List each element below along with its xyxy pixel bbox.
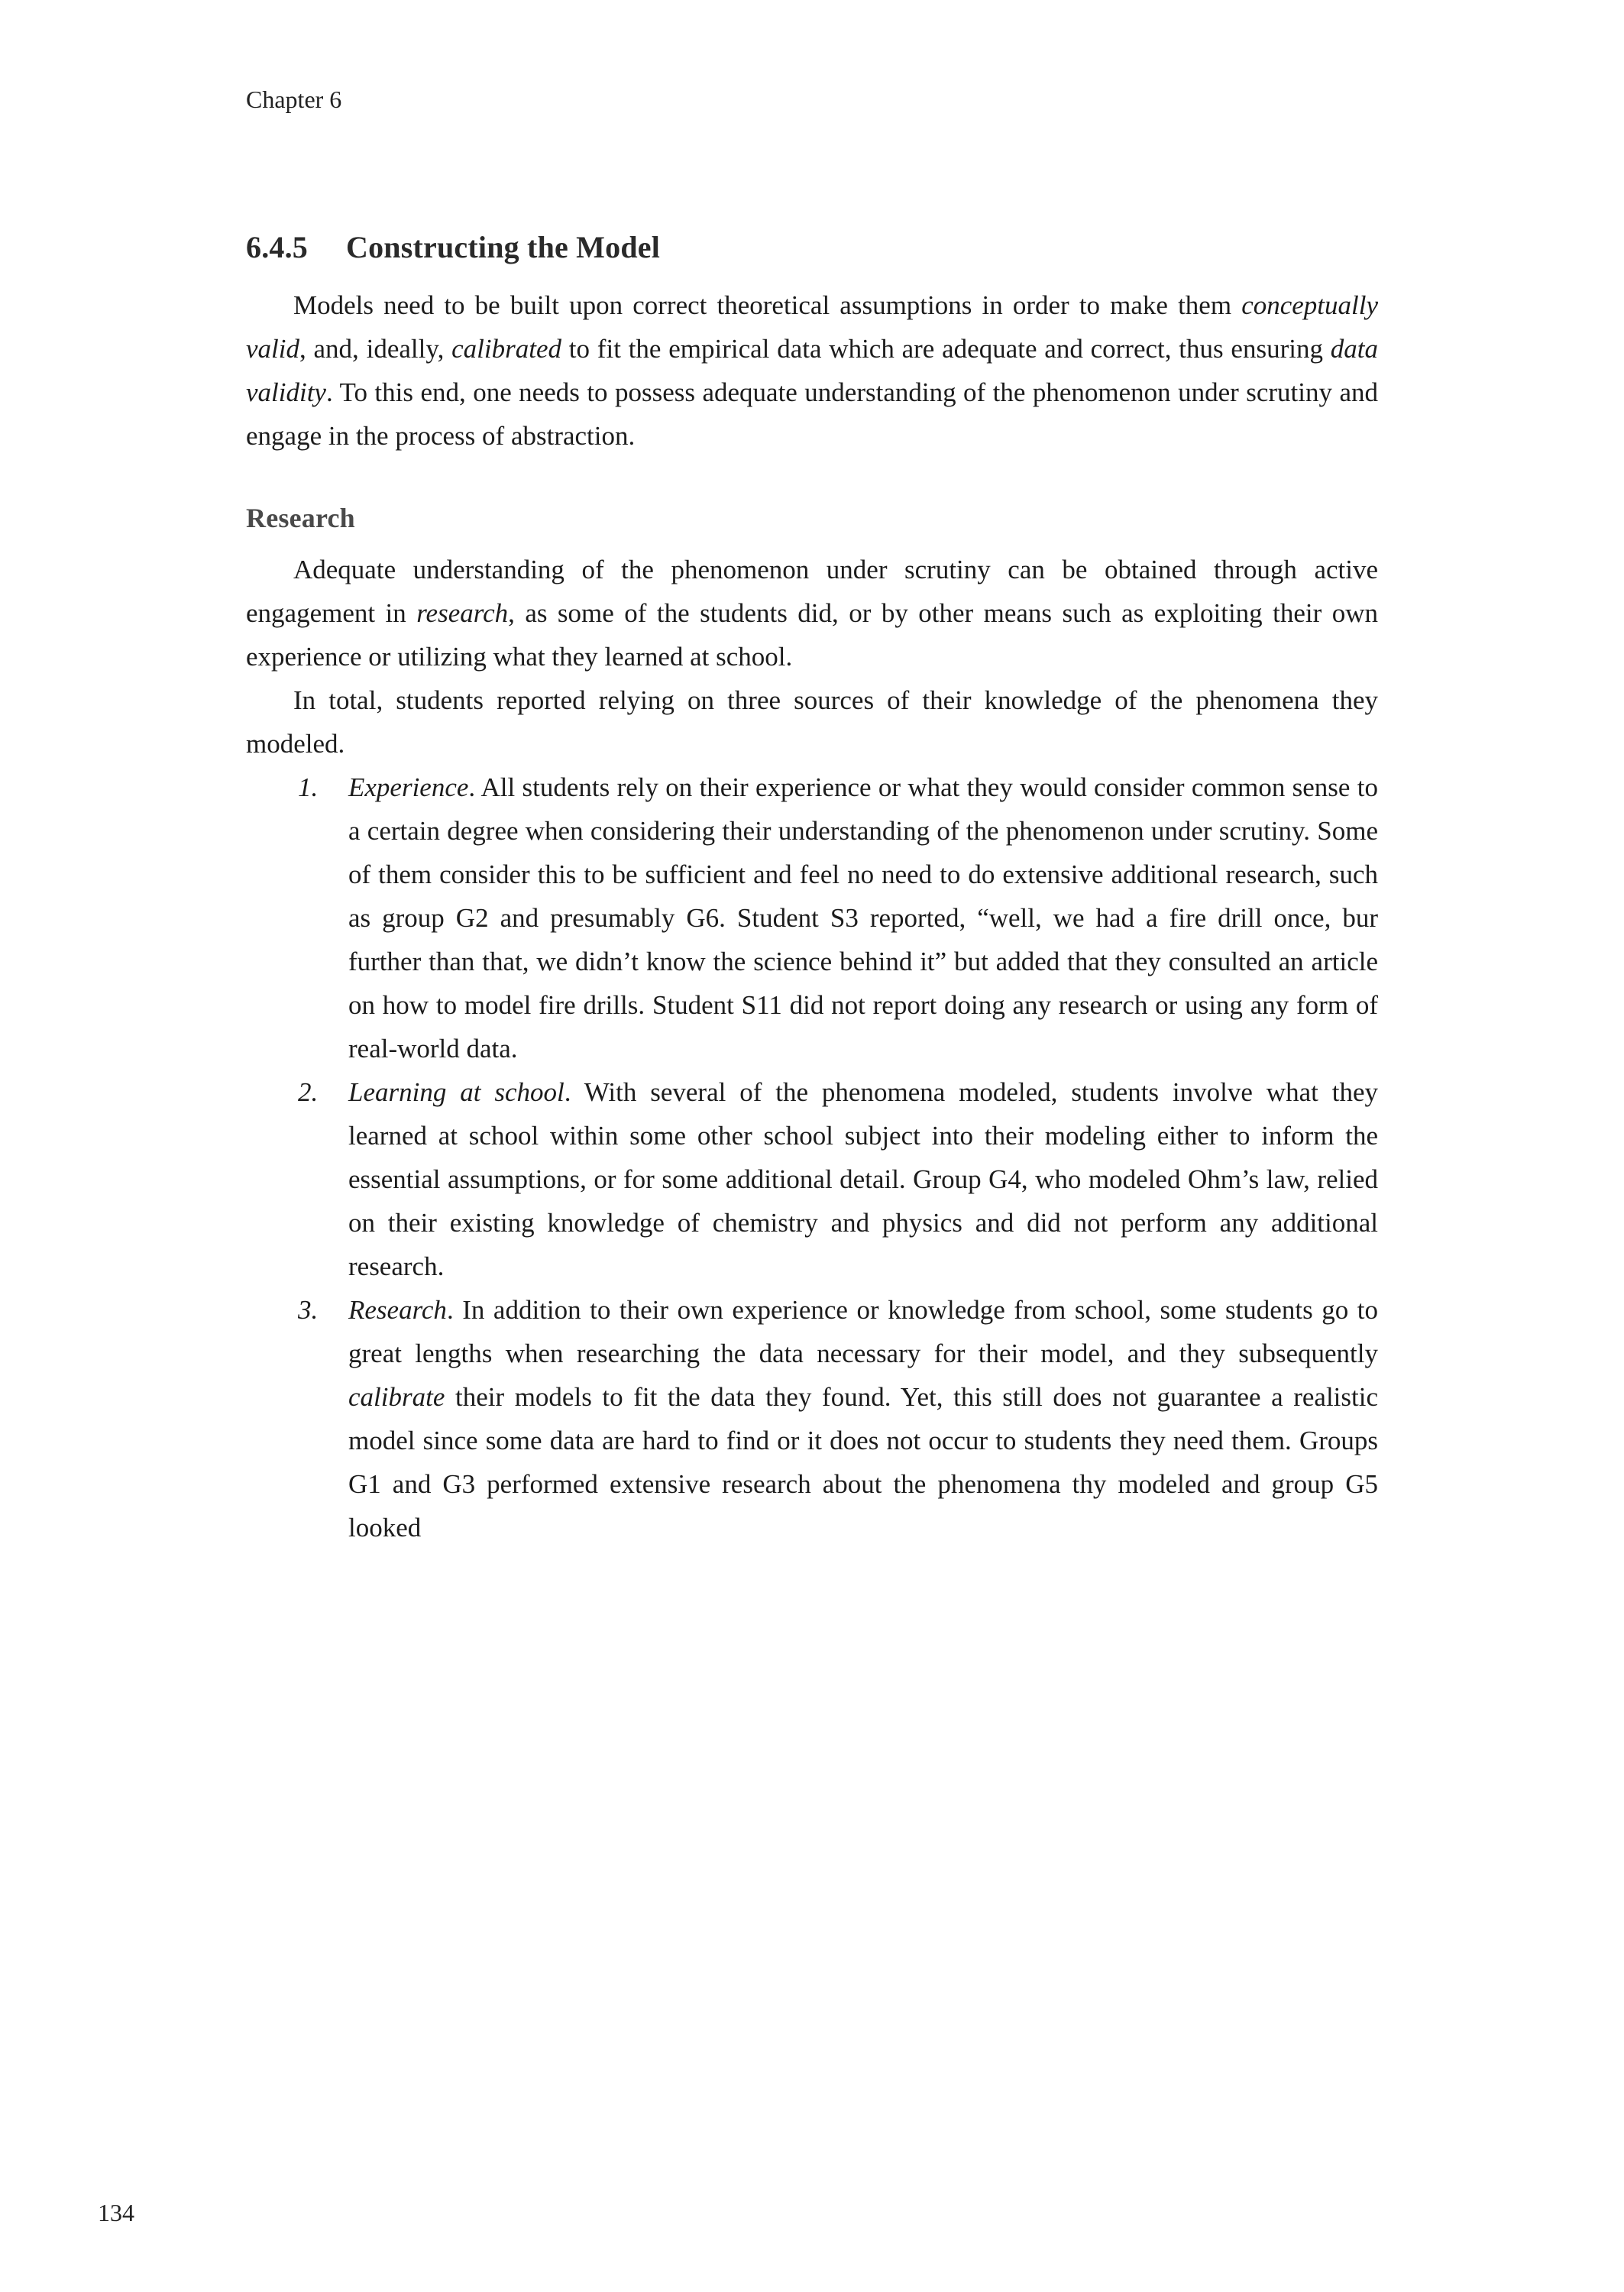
text-segment: . To this end, one needs to possess adequate understanding of the phenomenon under scrutiny and engage in the process of abstraction. bbox=[246, 377, 1378, 451]
subsection-heading-research: Research bbox=[246, 503, 355, 533]
intro-paragraph bbox=[246, 283, 1378, 458]
running-header: Chapter 6 bbox=[246, 86, 342, 113]
text-segment: their models to fit the data they found. Yet, this still does not guarantee a realistic model since some data are hard to find or it does not occur to students they need them. Groups G1 and G3 performed extensive research about the phenomena thy modeled and group G5 looked bbox=[348, 1382, 1378, 1543]
italic-text-segment: conceptually valid bbox=[246, 290, 1378, 364]
list-item-number: 3. bbox=[298, 1295, 319, 1325]
list-item-body bbox=[348, 766, 1378, 1070]
text-segment: . All students rely on their experience or what they would consider common sense to a certain degree when considering their understanding of the phenomenon under scrutiny. Some of them consider this to be sufficient and feel no need to do extensive additional research, such as group G2 and presumably G6. Student S3 reported, “well, we had a fire drill once, bur further than that, we didn’t know the science behind it” but added that they consulted an article on how to model fire drills. Student S11 did not report doing any research or using any form of real-world data. bbox=[348, 772, 1378, 1063]
list-item-number: 2. bbox=[298, 1077, 319, 1107]
italic-text-segment: research bbox=[416, 598, 509, 628]
section-number: 6.4.5 bbox=[246, 230, 308, 264]
list-item-body bbox=[348, 1288, 1378, 1549]
text-segment: . With several of the phenomena modeled, students involve what they learned at school within some other school subject into their modeling either to inform the essential assumptions, or for some additional detail. Group G4, who modeled Ohm’s law, relied on their existing knowledge of chemistry and physics and did not perform any additional research. bbox=[348, 1077, 1378, 1281]
paragraph-research-sources bbox=[246, 548, 1378, 678]
text-segment: Adequate understanding of the phenomenon under scrutiny can be obtained through active engagement in bbox=[246, 555, 1378, 628]
text-segment: to fit the empirical data which are adequate and correct, thus ensuring bbox=[561, 334, 1331, 364]
list-item-number: 1. bbox=[298, 772, 319, 802]
list-item-learning-at-school bbox=[298, 1070, 1378, 1288]
italic-text-segment: Research bbox=[348, 1295, 447, 1325]
section-title: Constructing the Model bbox=[346, 230, 661, 264]
list-item-body bbox=[348, 1070, 1378, 1288]
italic-text-segment: Learning at school bbox=[348, 1077, 565, 1107]
list-item-research bbox=[298, 1288, 1378, 1549]
italic-text-segment: data validity bbox=[246, 334, 1378, 407]
knowledge-sources-list bbox=[246, 766, 1378, 1549]
italic-text-segment: calibrated bbox=[451, 334, 561, 364]
text-segment: , as some of the students did, or by other means such as exploiting their own experience or utilizing what they learned at school. bbox=[246, 598, 1378, 672]
italic-text-segment: Experience bbox=[348, 772, 469, 802]
text-segment: , and, ideally, bbox=[299, 334, 452, 364]
text-segment: Models need to be built upon correct theoretical assumptions in order to make them bbox=[293, 290, 1242, 320]
list-item-experience bbox=[298, 766, 1378, 1070]
paragraph-three-sources bbox=[246, 678, 1378, 766]
text-segment: In total, students reported relying on three sources of their knowledge of the phenomena they modeled. bbox=[246, 685, 1378, 759]
text-segment: . In addition to their own experience or knowledge from school, some students go to great lengths when researching the data necessary for their model, and they subsequently bbox=[348, 1295, 1378, 1368]
page-number: 134 bbox=[98, 2199, 134, 2226]
page-content bbox=[246, 229, 1378, 1549]
section-heading bbox=[246, 229, 1378, 265]
italic-text-segment: calibrate bbox=[348, 1382, 445, 1412]
